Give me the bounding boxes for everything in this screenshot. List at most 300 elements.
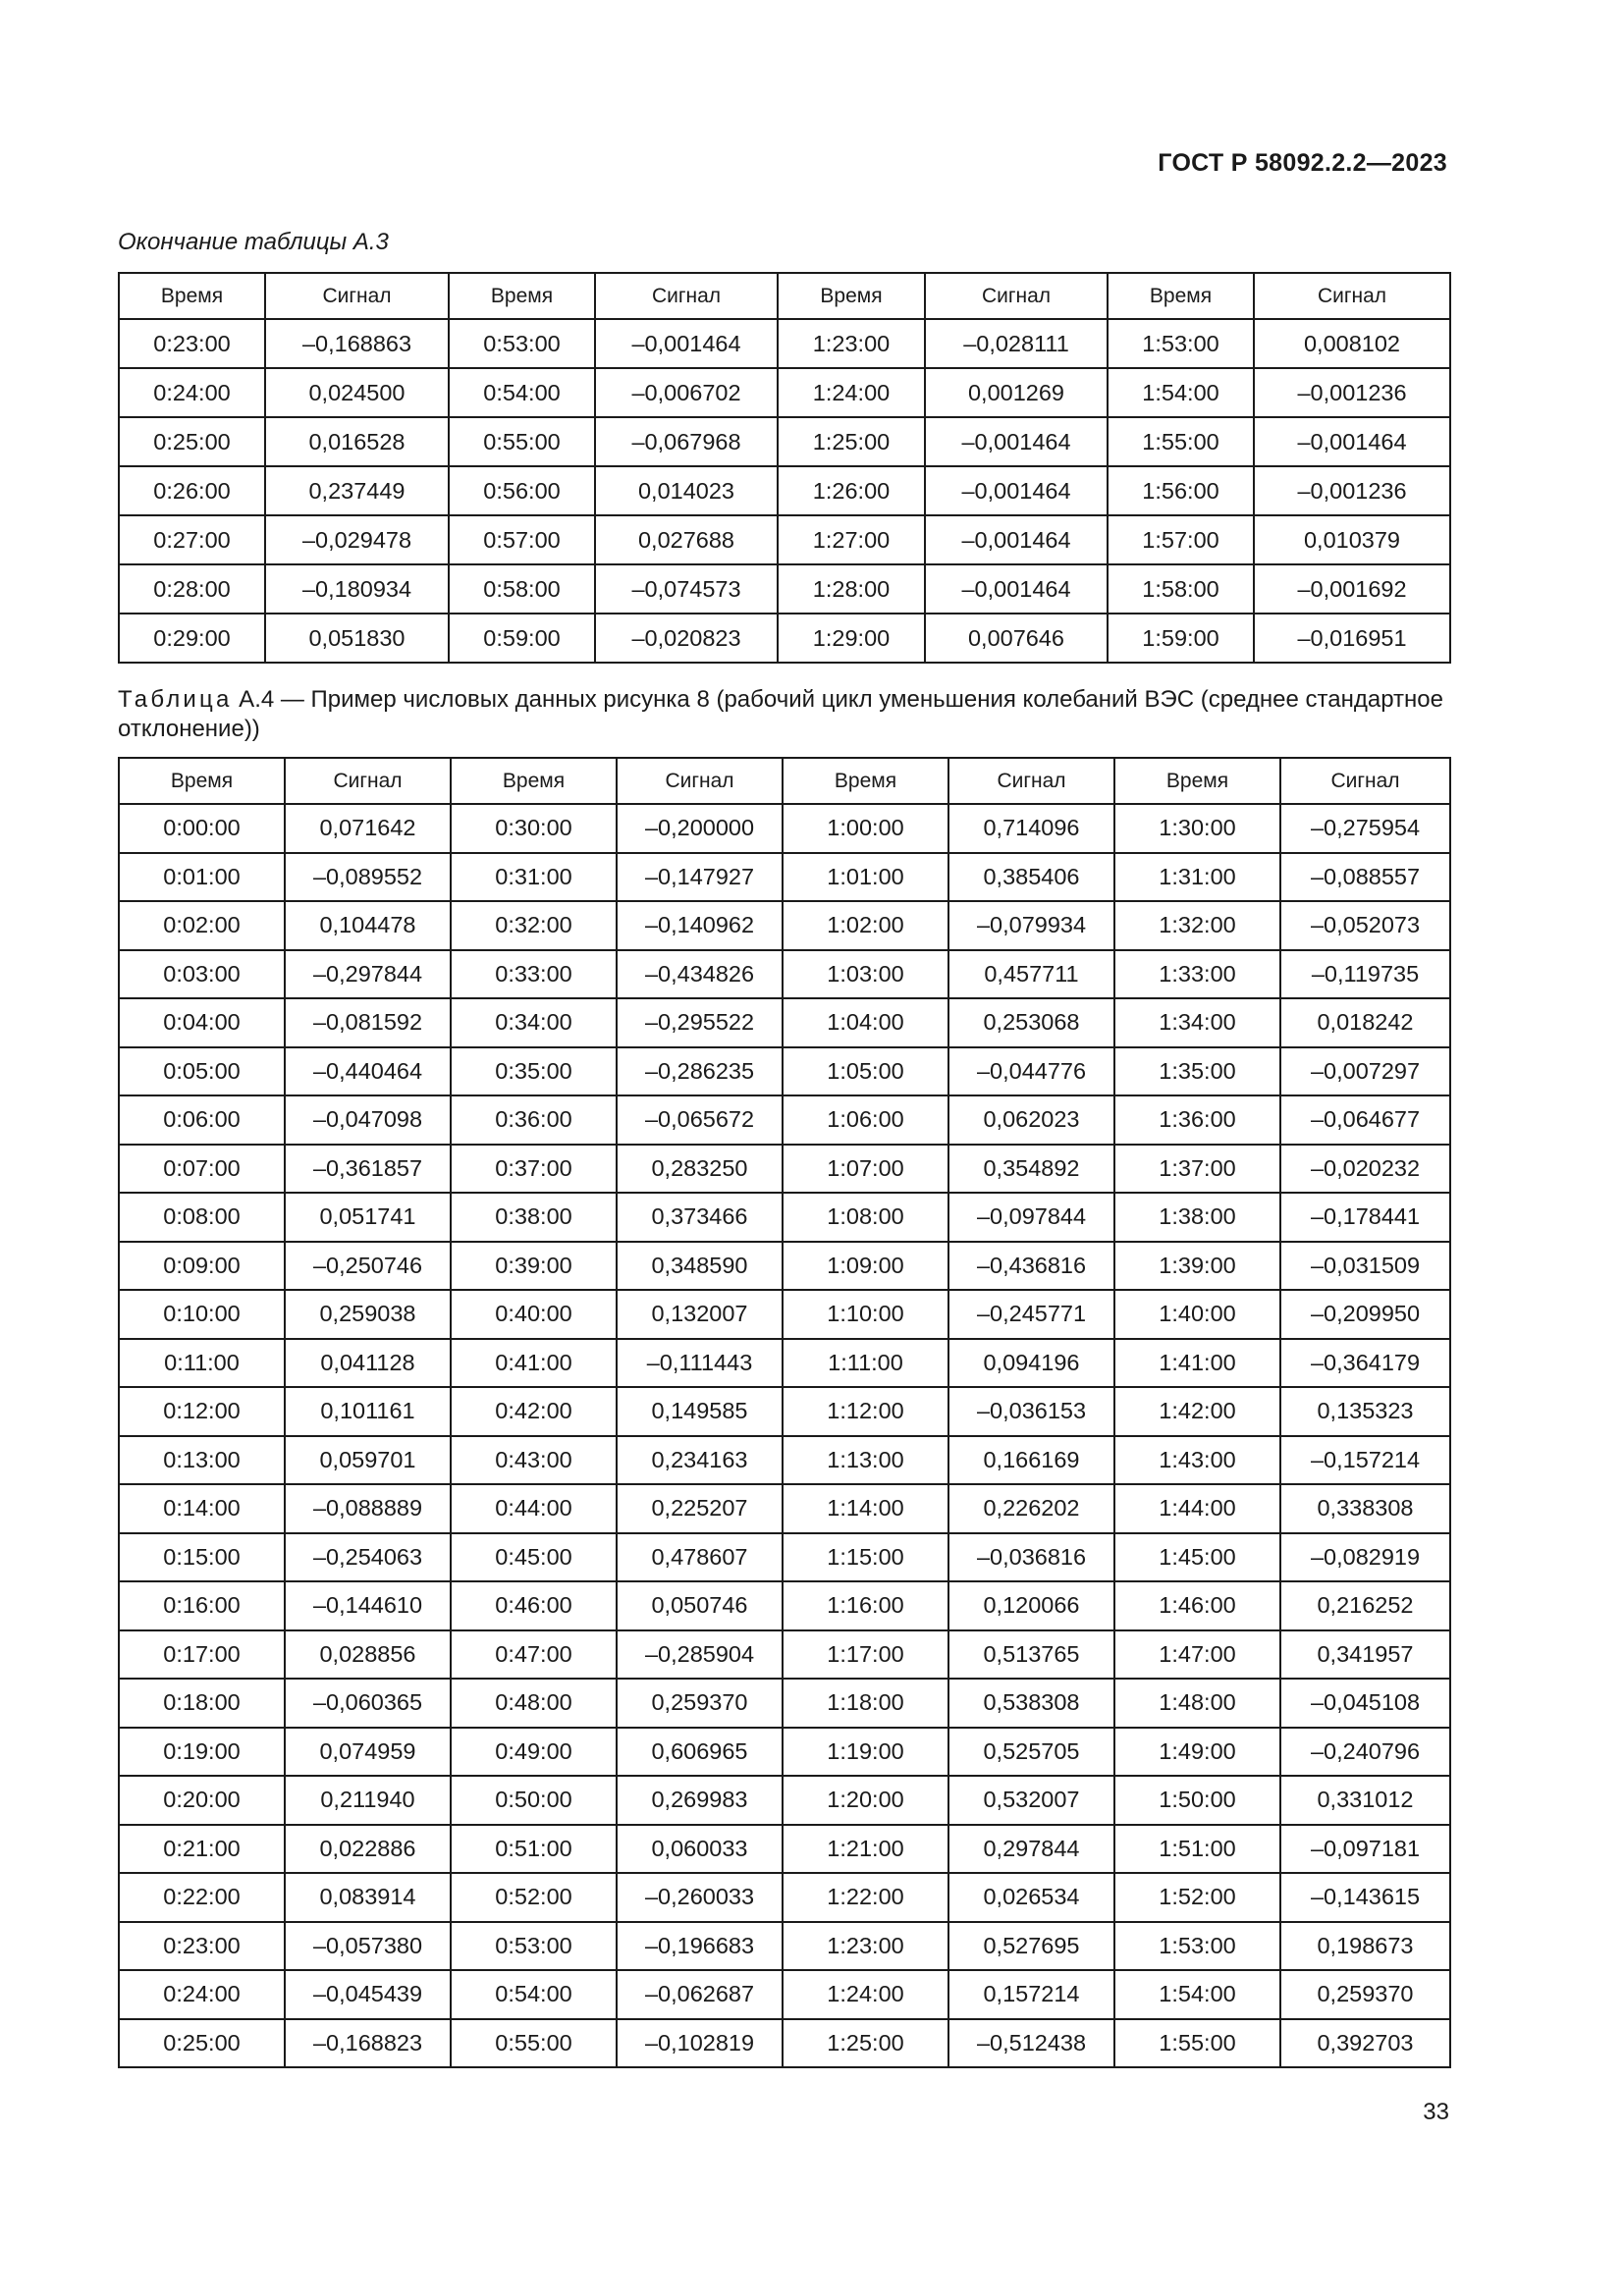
column-header-signal: Сигнал [285, 758, 451, 804]
table-row [119, 1047, 1450, 1096]
time-cell: 0:09:00 [119, 1242, 285, 1291]
time-cell: 0:50:00 [451, 1776, 617, 1825]
signal-cell: –0,047098 [285, 1095, 451, 1145]
table-a4-header-row [119, 758, 1450, 804]
time-cell: 0:35:00 [451, 1047, 617, 1096]
time-cell: 0:23:00 [119, 1922, 285, 1971]
table-row [119, 614, 1450, 663]
time-cell: 0:02:00 [119, 901, 285, 950]
table-row [119, 466, 1450, 515]
table-row [119, 2019, 1450, 2068]
time-cell: 1:38:00 [1114, 1193, 1280, 1242]
signal-cell: –0,434826 [617, 950, 783, 999]
table-row [119, 1145, 1450, 1194]
time-cell: 0:01:00 [119, 853, 285, 902]
time-cell: 0:54:00 [449, 368, 595, 417]
time-cell: 0:47:00 [451, 1630, 617, 1680]
signal-cell: –0,147927 [617, 853, 783, 902]
time-cell: 1:55:00 [1108, 417, 1254, 466]
signal-cell: –0,440464 [285, 1047, 451, 1096]
time-cell: 1:24:00 [783, 1970, 948, 2019]
time-cell: 0:13:00 [119, 1436, 285, 1485]
time-cell: 1:48:00 [1114, 1679, 1280, 1728]
time-cell: 1:23:00 [783, 1922, 948, 1971]
signal-cell: 0,354892 [948, 1145, 1114, 1194]
signal-cell: 0,010379 [1254, 515, 1450, 564]
time-cell: 1:32:00 [1114, 901, 1280, 950]
signal-cell: 0,149585 [617, 1387, 783, 1436]
signal-cell: 0,457711 [948, 950, 1114, 999]
signal-cell: –0,064677 [1280, 1095, 1450, 1145]
time-cell: 0:31:00 [451, 853, 617, 902]
signal-cell: 0,259370 [1280, 1970, 1450, 2019]
column-header-time: Время [119, 273, 265, 319]
time-cell: 0:42:00 [451, 1387, 617, 1436]
table-row [119, 417, 1450, 466]
signal-cell: 0,283250 [617, 1145, 783, 1194]
time-cell: 0:30:00 [451, 804, 617, 853]
signal-cell: –0,028111 [925, 319, 1108, 368]
signal-cell: –0,001236 [1254, 466, 1450, 515]
time-cell: 0:17:00 [119, 1630, 285, 1680]
signal-cell: –0,079934 [948, 901, 1114, 950]
time-cell: 0:04:00 [119, 998, 285, 1047]
time-cell: 0:55:00 [449, 417, 595, 466]
table-row [119, 1339, 1450, 1388]
time-cell: 0:37:00 [451, 1145, 617, 1194]
signal-cell: 0,373466 [617, 1193, 783, 1242]
time-cell: 1:59:00 [1108, 614, 1254, 663]
signal-cell: 0,022886 [285, 1825, 451, 1874]
page-number: 33 [1423, 2099, 1449, 2125]
signal-cell: 0,525705 [948, 1728, 1114, 1777]
signal-cell: –0,001464 [925, 564, 1108, 614]
time-cell: 1:03:00 [783, 950, 948, 999]
signal-cell: –0,168823 [285, 2019, 451, 2068]
time-cell: 1:07:00 [783, 1145, 948, 1194]
signal-cell: –0,031509 [1280, 1242, 1450, 1291]
signal-cell: –0,285904 [617, 1630, 783, 1680]
signal-cell: –0,250746 [285, 1242, 451, 1291]
time-cell: 1:25:00 [778, 417, 925, 466]
signal-cell: 0,348590 [617, 1242, 783, 1291]
signal-cell: –0,052073 [1280, 901, 1450, 950]
signal-cell: 0,062023 [948, 1095, 1114, 1145]
table-a4-body [119, 804, 1450, 2067]
time-cell: 0:53:00 [451, 1922, 617, 1971]
signal-cell: 0,135323 [1280, 1387, 1450, 1436]
table-row [119, 1825, 1450, 1874]
time-cell: 1:21:00 [783, 1825, 948, 1874]
table-row [119, 1484, 1450, 1533]
signal-cell: –0,295522 [617, 998, 783, 1047]
signal-cell: 0,513765 [948, 1630, 1114, 1680]
column-header-signal: Сигнал [925, 273, 1108, 319]
time-cell: 0:00:00 [119, 804, 285, 853]
signal-cell: 0,094196 [948, 1339, 1114, 1388]
table-row [119, 515, 1450, 564]
time-cell: 1:23:00 [778, 319, 925, 368]
signal-cell: –0,020823 [595, 614, 778, 663]
time-cell: 0:23:00 [119, 319, 265, 368]
time-cell: 0:59:00 [449, 614, 595, 663]
time-cell: 1:14:00 [783, 1484, 948, 1533]
time-cell: 1:25:00 [783, 2019, 948, 2068]
time-cell: 1:24:00 [778, 368, 925, 417]
time-cell: 0:18:00 [119, 1679, 285, 1728]
time-cell: 0:52:00 [451, 1873, 617, 1922]
time-cell: 0:08:00 [119, 1193, 285, 1242]
time-cell: 1:27:00 [778, 515, 925, 564]
signal-cell: 0,226202 [948, 1484, 1114, 1533]
table-row [119, 1436, 1450, 1485]
table-row [119, 319, 1450, 368]
time-cell: 1:41:00 [1114, 1339, 1280, 1388]
table-a4 [118, 757, 1451, 2068]
time-cell: 1:18:00 [783, 1679, 948, 1728]
time-cell: 0:26:00 [119, 466, 265, 515]
signal-cell: –0,045108 [1280, 1679, 1450, 1728]
signal-cell: –0,168863 [265, 319, 449, 368]
signal-cell: 0,338308 [1280, 1484, 1450, 1533]
signal-cell: 0,028856 [285, 1630, 451, 1680]
table-a3-caption: Окончание таблицы А.3 [118, 229, 389, 255]
table-a3-header-row [119, 273, 1450, 319]
time-cell: 0:49:00 [451, 1728, 617, 1777]
signal-cell: –0,245771 [948, 1290, 1114, 1339]
time-cell: 1:39:00 [1114, 1242, 1280, 1291]
time-cell: 1:56:00 [1108, 466, 1254, 515]
signal-cell: –0,512438 [948, 2019, 1114, 2068]
time-cell: 0:39:00 [451, 1242, 617, 1291]
signal-cell: 0,001269 [925, 368, 1108, 417]
table-row [119, 1290, 1450, 1339]
time-cell: 0:28:00 [119, 564, 265, 614]
column-header-signal: Сигнал [1280, 758, 1450, 804]
signal-cell: 0,024500 [265, 368, 449, 417]
signal-cell: –0,364179 [1280, 1339, 1450, 1388]
column-header-time: Время [449, 273, 595, 319]
time-cell: 1:53:00 [1108, 319, 1254, 368]
signal-cell: –0,065672 [617, 1095, 783, 1145]
time-cell: 1:02:00 [783, 901, 948, 950]
time-cell: 0:25:00 [119, 417, 265, 466]
table-row [119, 804, 1450, 853]
signal-cell: 0,132007 [617, 1290, 783, 1339]
signal-cell: 0,007646 [925, 614, 1108, 663]
signal-cell: –0,044776 [948, 1047, 1114, 1096]
time-cell: 1:37:00 [1114, 1145, 1280, 1194]
signal-cell: –0,029478 [265, 515, 449, 564]
column-header-signal: Сигнал [617, 758, 783, 804]
signal-cell: –0,143615 [1280, 1873, 1450, 1922]
time-cell: 1:20:00 [783, 1776, 948, 1825]
time-cell: 0:33:00 [451, 950, 617, 999]
column-header-time: Время [451, 758, 617, 804]
time-cell: 0:41:00 [451, 1339, 617, 1388]
time-cell: 1:35:00 [1114, 1047, 1280, 1096]
time-cell: 1:58:00 [1108, 564, 1254, 614]
signal-cell: –0,088889 [285, 1484, 451, 1533]
time-cell: 0:36:00 [451, 1095, 617, 1145]
time-cell: 0:45:00 [451, 1533, 617, 1582]
time-cell: 0:25:00 [119, 2019, 285, 2068]
time-cell: 0:43:00 [451, 1436, 617, 1485]
signal-cell: –0,260033 [617, 1873, 783, 1922]
table-row [119, 1242, 1450, 1291]
signal-cell: 0,478607 [617, 1533, 783, 1582]
signal-cell: –0,361857 [285, 1145, 451, 1194]
time-cell: 1:44:00 [1114, 1484, 1280, 1533]
table-row [119, 950, 1450, 999]
signal-cell: –0,001464 [1254, 417, 1450, 466]
signal-cell: –0,102819 [617, 2019, 783, 2068]
signal-cell: –0,020232 [1280, 1145, 1450, 1194]
time-cell: 1:11:00 [783, 1339, 948, 1388]
signal-cell: –0,062687 [617, 1970, 783, 2019]
time-cell: 1:15:00 [783, 1533, 948, 1582]
table-a3 [118, 272, 1451, 664]
signal-cell: –0,144610 [285, 1581, 451, 1630]
signal-cell: 0,714096 [948, 804, 1114, 853]
signal-cell: –0,045439 [285, 1970, 451, 2019]
signal-cell: 0,269983 [617, 1776, 783, 1825]
time-cell: 0:58:00 [449, 564, 595, 614]
time-cell: 1:54:00 [1108, 368, 1254, 417]
time-cell: 1:01:00 [783, 853, 948, 902]
table-row [119, 1776, 1450, 1825]
signal-cell: –0,097181 [1280, 1825, 1450, 1874]
signal-cell: 0,060033 [617, 1825, 783, 1874]
time-cell: 0:54:00 [451, 1970, 617, 2019]
signal-cell: –0,200000 [617, 804, 783, 853]
table-row [119, 1193, 1450, 1242]
time-cell: 0:55:00 [451, 2019, 617, 2068]
time-cell: 0:40:00 [451, 1290, 617, 1339]
time-cell: 0:15:00 [119, 1533, 285, 1582]
signal-cell: 0,157214 [948, 1970, 1114, 2019]
signal-cell: 0,041128 [285, 1339, 451, 1388]
signal-cell: 0,016528 [265, 417, 449, 466]
signal-cell: –0,119735 [1280, 950, 1450, 999]
column-header-signal: Сигнал [595, 273, 778, 319]
signal-cell: 0,026534 [948, 1873, 1114, 1922]
time-cell: 1:45:00 [1114, 1533, 1280, 1582]
time-cell: 0:24:00 [119, 368, 265, 417]
signal-cell: 0,051741 [285, 1193, 451, 1242]
time-cell: 1:50:00 [1114, 1776, 1280, 1825]
time-cell: 1:30:00 [1114, 804, 1280, 853]
signal-cell: –0,286235 [617, 1047, 783, 1096]
time-cell: 1:43:00 [1114, 1436, 1280, 1485]
time-cell: 1:51:00 [1114, 1825, 1280, 1874]
column-header-signal: Сигнал [265, 273, 449, 319]
column-header-time: Время [783, 758, 948, 804]
signal-cell: 0,008102 [1254, 319, 1450, 368]
time-cell: 1:49:00 [1114, 1728, 1280, 1777]
document-header: ГОСТ Р 58092.2.2—2023 [1158, 149, 1447, 177]
time-cell: 0:05:00 [119, 1047, 285, 1096]
signal-cell: –0,074573 [595, 564, 778, 614]
signal-cell: 0,606965 [617, 1728, 783, 1777]
table-row [119, 901, 1450, 950]
signal-cell: 0,532007 [948, 1776, 1114, 1825]
signal-cell: –0,140962 [617, 901, 783, 950]
signal-cell: –0,436816 [948, 1242, 1114, 1291]
time-cell: 0:11:00 [119, 1339, 285, 1388]
signal-cell: –0,082919 [1280, 1533, 1450, 1582]
signal-cell: 0,198673 [1280, 1922, 1450, 1971]
signal-cell: –0,001464 [595, 319, 778, 368]
signal-cell: –0,067968 [595, 417, 778, 466]
signal-cell: –0,089552 [285, 853, 451, 902]
column-header-time: Время [778, 273, 925, 319]
signal-cell: 0,120066 [948, 1581, 1114, 1630]
time-cell: 0:10:00 [119, 1290, 285, 1339]
signal-cell: 0,211940 [285, 1776, 451, 1825]
table-a4-caption-text: А.4 — Пример числовых данных рисунка 8 (рабочий цикл уменьшения колебаний ВЭС (среднее стандартное отклонение)) [118, 686, 1443, 742]
time-cell: 0:21:00 [119, 1825, 285, 1874]
time-cell: 0:29:00 [119, 614, 265, 663]
time-cell: 1:19:00 [783, 1728, 948, 1777]
signal-cell: 0,538308 [948, 1679, 1114, 1728]
time-cell: 0:27:00 [119, 515, 265, 564]
table-row [119, 1533, 1450, 1582]
time-cell: 0:38:00 [451, 1193, 617, 1242]
signal-cell: –0,001464 [925, 515, 1108, 564]
signal-cell: –0,088557 [1280, 853, 1450, 902]
table-row [119, 564, 1450, 614]
time-cell: 0:12:00 [119, 1387, 285, 1436]
time-cell: 1:09:00 [783, 1242, 948, 1291]
signal-cell: 0,237449 [265, 466, 449, 515]
time-cell: 0:46:00 [451, 1581, 617, 1630]
time-cell: 0:07:00 [119, 1145, 285, 1194]
table-row [119, 1970, 1450, 2019]
time-cell: 0:56:00 [449, 466, 595, 515]
signal-cell: –0,001236 [1254, 368, 1450, 417]
signal-cell: –0,060365 [285, 1679, 451, 1728]
signal-cell: 0,083914 [285, 1873, 451, 1922]
time-cell: 0:14:00 [119, 1484, 285, 1533]
signal-cell: –0,209950 [1280, 1290, 1450, 1339]
signal-cell: 0,074959 [285, 1728, 451, 1777]
table-row [119, 1679, 1450, 1728]
time-cell: 1:46:00 [1114, 1581, 1280, 1630]
signal-cell: 0,059701 [285, 1436, 451, 1485]
signal-cell: 0,018242 [1280, 998, 1450, 1047]
time-cell: 0:22:00 [119, 1873, 285, 1922]
column-header-signal: Сигнал [948, 758, 1114, 804]
signal-cell: 0,341957 [1280, 1630, 1450, 1680]
time-cell: 0:24:00 [119, 1970, 285, 2019]
signal-cell: –0,081592 [285, 998, 451, 1047]
table-row [119, 1873, 1450, 1922]
signal-cell: 0,101161 [285, 1387, 451, 1436]
table-row [119, 1728, 1450, 1777]
time-cell: 0:19:00 [119, 1728, 285, 1777]
time-cell: 1:36:00 [1114, 1095, 1280, 1145]
signal-cell: 0,166169 [948, 1436, 1114, 1485]
signal-cell: –0,180934 [265, 564, 449, 614]
signal-cell: 0,259038 [285, 1290, 451, 1339]
signal-cell: 0,234163 [617, 1436, 783, 1485]
table-row [119, 368, 1450, 417]
table-row [119, 1922, 1450, 1971]
table-row [119, 1387, 1450, 1436]
signal-cell: 0,297844 [948, 1825, 1114, 1874]
table-row [119, 1630, 1450, 1680]
time-cell: 1:22:00 [783, 1873, 948, 1922]
time-cell: 1:53:00 [1114, 1922, 1280, 1971]
signal-cell: –0,097844 [948, 1193, 1114, 1242]
time-cell: 1:10:00 [783, 1290, 948, 1339]
signal-cell: 0,051830 [265, 614, 449, 663]
time-cell: 1:34:00 [1114, 998, 1280, 1047]
signal-cell: –0,057380 [285, 1922, 451, 1971]
time-cell: 0:44:00 [451, 1484, 617, 1533]
signal-cell: 0,014023 [595, 466, 778, 515]
signal-cell: 0,392703 [1280, 2019, 1450, 2068]
table-a4-caption [118, 685, 1449, 744]
signal-cell: 0,027688 [595, 515, 778, 564]
signal-cell: –0,036153 [948, 1387, 1114, 1436]
column-header-time: Время [1114, 758, 1280, 804]
time-cell: 1:17:00 [783, 1630, 948, 1680]
signal-cell: –0,254063 [285, 1533, 451, 1582]
time-cell: 0:53:00 [449, 319, 595, 368]
signal-cell: 0,225207 [617, 1484, 783, 1533]
signal-cell: –0,111443 [617, 1339, 783, 1388]
signal-cell: 0,331012 [1280, 1776, 1450, 1825]
time-cell: 1:26:00 [778, 466, 925, 515]
time-cell: 1:57:00 [1108, 515, 1254, 564]
time-cell: 0:34:00 [451, 998, 617, 1047]
time-cell: 1:54:00 [1114, 1970, 1280, 2019]
signal-cell: 0,216252 [1280, 1581, 1450, 1630]
signal-cell: –0,001464 [925, 417, 1108, 466]
signal-cell: –0,007297 [1280, 1047, 1450, 1096]
time-cell: 0:51:00 [451, 1825, 617, 1874]
time-cell: 1:06:00 [783, 1095, 948, 1145]
signal-cell: 0,527695 [948, 1922, 1114, 1971]
signal-cell: 0,104478 [285, 901, 451, 950]
column-header-time: Время [119, 758, 285, 804]
signal-cell: –0,178441 [1280, 1193, 1450, 1242]
signal-cell: –0,240796 [1280, 1728, 1450, 1777]
time-cell: 1:12:00 [783, 1387, 948, 1436]
time-cell: 1:13:00 [783, 1436, 948, 1485]
table-a4-caption-prefix: Таблица [118, 686, 233, 713]
time-cell: 1:05:00 [783, 1047, 948, 1096]
time-cell: 1:08:00 [783, 1193, 948, 1242]
table-row [119, 998, 1450, 1047]
column-header-signal: Сигнал [1254, 273, 1450, 319]
signal-cell: –0,275954 [1280, 804, 1450, 853]
time-cell: 1:29:00 [778, 614, 925, 663]
time-cell: 1:28:00 [778, 564, 925, 614]
time-cell: 0:06:00 [119, 1095, 285, 1145]
time-cell: 1:55:00 [1114, 2019, 1280, 2068]
column-header-time: Время [1108, 273, 1254, 319]
time-cell: 0:03:00 [119, 950, 285, 999]
table-a3-body [119, 319, 1450, 663]
time-cell: 1:00:00 [783, 804, 948, 853]
signal-cell: 0,071642 [285, 804, 451, 853]
time-cell: 1:42:00 [1114, 1387, 1280, 1436]
time-cell: 0:16:00 [119, 1581, 285, 1630]
table-row [119, 853, 1450, 902]
